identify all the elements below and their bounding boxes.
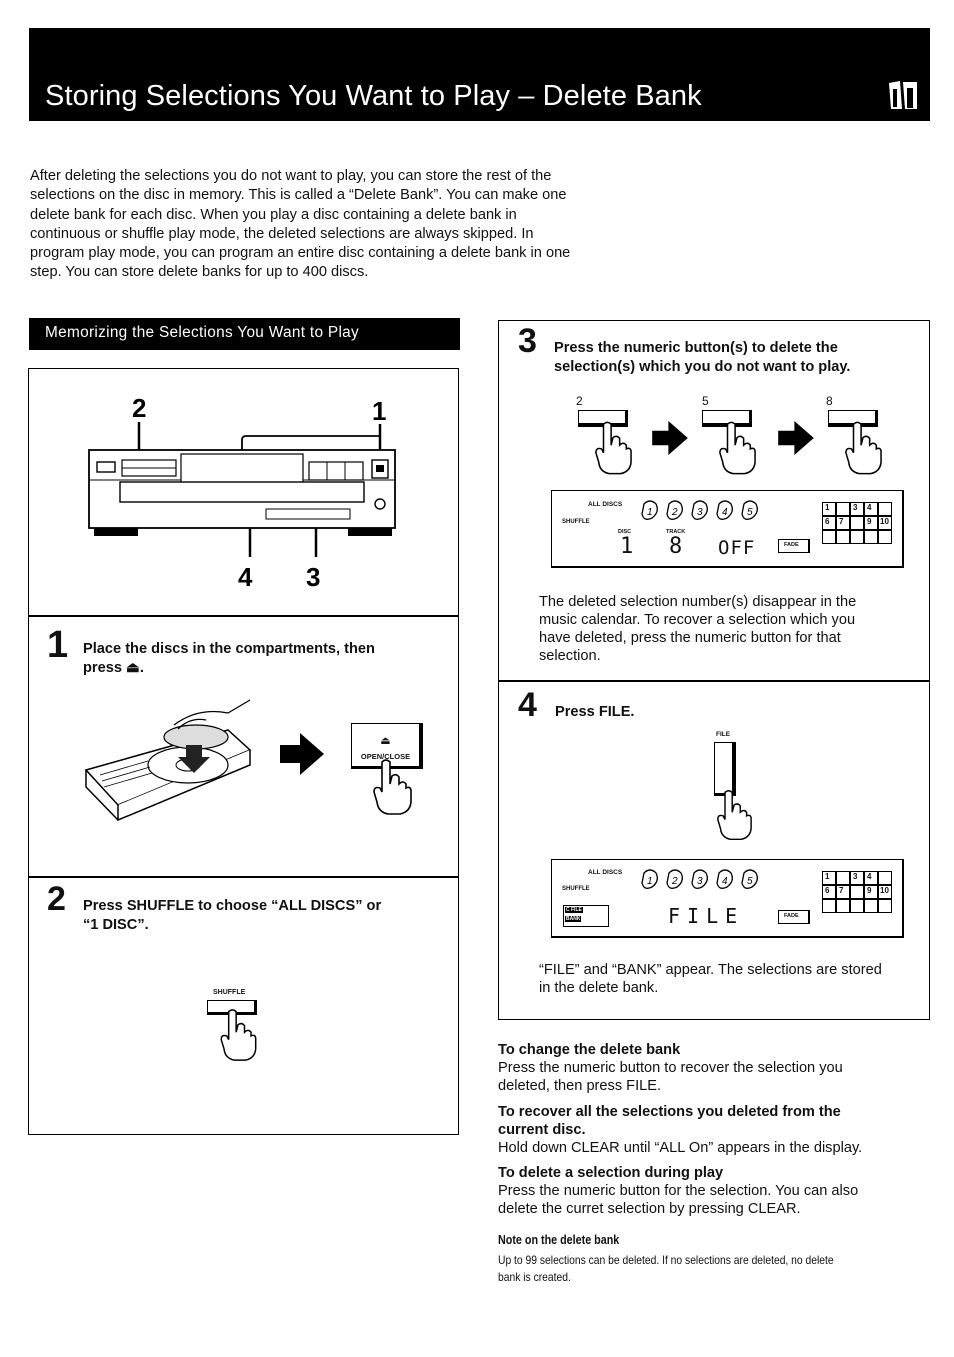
file-label: FILE: [716, 731, 731, 738]
calendar-cell: 9: [864, 516, 878, 530]
open-close-label: OPEN/CLOSE: [360, 752, 411, 761]
pointing-hand-icon: [372, 758, 412, 816]
all-discs-indicator: ALL DISCS: [588, 869, 623, 876]
calendar-cell: 10: [878, 885, 892, 899]
svg-text:2: 2: [672, 507, 678, 518]
pointing-hand-icon: [594, 418, 632, 478]
calendar-cell: [836, 899, 850, 913]
calendar-cell: [836, 871, 850, 885]
step-4-description: [539, 961, 924, 997]
calendar-cell: 4: [864, 871, 878, 885]
step-3-number: 3: [518, 322, 537, 360]
calendar-cell: 7: [836, 516, 850, 530]
file-tag: C FILE: [566, 907, 582, 913]
button-number-label: 2: [576, 394, 583, 408]
disc-icons: [638, 496, 768, 524]
note-line: Up to 99 selections can be deleted. If no selections are deleted, no delete: [498, 1253, 834, 1267]
calendar-cell: [822, 899, 836, 913]
calendar-cell: [878, 899, 892, 913]
calendar-cell: 7: [836, 885, 850, 899]
pointing-hand-icon: [844, 418, 882, 478]
bank-tag: BANK: [566, 916, 581, 922]
step-1-line2-text: press: [83, 660, 122, 676]
pointing-hand-icon: [718, 418, 756, 478]
track-number-readout: 8: [669, 534, 683, 559]
svg-text:2: 2: [672, 876, 678, 887]
calendar-cell: [836, 530, 850, 544]
tip-line: Hold down CLEAR until “ALL On” appears in the display.: [498, 1140, 863, 1156]
calendar-cell: [850, 530, 864, 544]
callout-2: 2: [132, 393, 147, 423]
divider: [499, 680, 929, 682]
tip-heading: current disc.: [498, 1122, 586, 1138]
fade-indicator: [778, 910, 810, 924]
right-arrow-icon: [280, 733, 324, 775]
intro-line: After deleting the selections you do not want to play, you can store the rest of the: [30, 168, 552, 184]
divider: [29, 876, 458, 878]
page-title: Storing Selections You Want to Play – Delete Bank: [45, 80, 702, 112]
pointing-hand-icon: [218, 1008, 258, 1062]
calendar-cell: 3: [850, 871, 864, 885]
calendar-cell: [878, 502, 892, 516]
right-arrow-icon: [778, 421, 814, 455]
music-calendar-grid: [822, 871, 894, 913]
disc-label: DISC: [618, 529, 632, 535]
intro-line: continuous or shuffle play mode, the deleted selections are always skipped. In: [30, 225, 534, 242]
svg-text:3: 3: [697, 876, 703, 887]
tip-line: deleted, then press FILE.: [498, 1078, 662, 1094]
display-panel: [551, 490, 904, 568]
calendar-cell: 6: [822, 516, 836, 530]
file-readout: FILE: [668, 904, 745, 928]
cd-player-diagram: [84, 392, 404, 592]
svg-text:5: 5: [747, 507, 753, 518]
callout-4: 4: [238, 562, 253, 592]
divider: [29, 615, 458, 617]
step-2-number: 2: [47, 880, 66, 918]
note-heading: Note on the delete bank: [498, 1233, 620, 1247]
status-readout: OFF: [718, 537, 756, 559]
section-title: Memorizing the Selections You Want to Play: [45, 324, 360, 341]
calendar-cell: 3: [850, 502, 864, 516]
calendar-cell: 4: [864, 502, 878, 516]
step-3-description: [539, 593, 919, 665]
svg-text:4: 4: [722, 507, 728, 518]
disc-icons: [638, 865, 768, 893]
calendar-cell: [864, 530, 878, 544]
svg-text:1: 1: [647, 507, 653, 518]
step-3-line: Press the numeric button(s) to delete the: [554, 340, 838, 356]
step-4-number: 4: [518, 686, 537, 724]
calendar-cell: [864, 899, 878, 913]
description-line: “FILE” and “BANK” appear. The selections are stored: [539, 962, 882, 978]
intro-line: program play mode, you can program an entire disc containing a delete bank in one: [30, 245, 571, 262]
step-2-line: Press SHUFFLE to choose “ALL DISCS” or: [83, 898, 382, 914]
step-1-line: Place the discs in the compartments, then: [83, 641, 375, 657]
music-calendar-grid: [822, 502, 894, 544]
tip-line: Press the numeric button for the selection. You can also: [498, 1183, 859, 1199]
svg-text:1: 1: [647, 876, 653, 887]
calendar-cell: [878, 530, 892, 544]
pointing-hand-icon: [716, 786, 752, 844]
description-line: selection.: [539, 648, 601, 664]
description-line: The deleted selection number(s) disappear in the: [539, 594, 857, 610]
note-line: bank is created.: [498, 1270, 571, 1284]
svg-text:4: 4: [722, 876, 728, 887]
eject-icon: ⏏: [380, 735, 391, 747]
tip-heading: To recover all the selections you deleted from the: [498, 1104, 841, 1120]
display-panel: [551, 859, 904, 938]
description-line: have deleted, press the numeric button for that: [539, 630, 841, 646]
bookmark-icon: [886, 79, 920, 111]
description-line: music calendar. To recover a selection which you: [539, 612, 856, 628]
intro-line: delete bank for each disc. When you play a disc containing a delete bank in: [30, 206, 517, 223]
step-1-line2: press ⏏.: [83, 660, 144, 676]
calendar-cell: 10: [878, 516, 892, 530]
music-calendar: [822, 502, 894, 558]
step-2-line: “1 DISC”.: [83, 917, 149, 933]
calendar-cell: [822, 530, 836, 544]
intro-paragraph: [30, 167, 630, 283]
file-bank-indicator: [563, 905, 609, 927]
fade-label: FADE: [784, 913, 799, 919]
step-2-instruction: [83, 897, 443, 935]
tips-section: [498, 1041, 928, 1218]
calendar-cell: [850, 899, 864, 913]
intro-line: selections on the disc in memory. This is called a “Delete Bank”. You can make one: [30, 187, 567, 204]
calendar-cell: [836, 502, 850, 516]
eject-icon: ⏏: [126, 660, 140, 676]
disc-loading-illustration: [78, 695, 256, 825]
shuffle-indicator: SHUFFLE: [562, 519, 590, 525]
fade-label: FADE: [784, 542, 799, 548]
right-arrow-icon: [652, 421, 688, 455]
calendar-cell: 1: [822, 871, 836, 885]
track-label: TRACK: [666, 529, 686, 535]
description-line: in the delete bank.: [539, 980, 659, 996]
step-4-instruction: Press FILE.: [555, 704, 635, 720]
svg-text:3: 3: [697, 507, 703, 518]
calendar-cell: 9: [864, 885, 878, 899]
music-calendar: [822, 871, 894, 927]
step-3-line: selection(s) which you do not want to play.: [554, 359, 851, 375]
tip-line: delete the curret selection by pressing CLEAR.: [498, 1201, 801, 1217]
shuffle-label: SHUFFLE: [213, 989, 246, 996]
numeric-button-2-group: [576, 394, 636, 484]
step-1-number: 1: [47, 624, 69, 666]
intro-line: step. You can store delete banks for up to 400 discs.: [30, 264, 369, 281]
calendar-cell: [850, 885, 864, 899]
calendar-cell: 6: [822, 885, 836, 899]
callout-3: 3: [306, 562, 321, 592]
all-discs-indicator: ALL DISCS: [588, 501, 623, 508]
numeric-button-5-group: [700, 394, 760, 484]
button-number-label: 8: [826, 394, 833, 408]
fade-indicator: [778, 539, 810, 553]
svg-text:5: 5: [747, 876, 753, 887]
disc-number-readout: 1: [620, 534, 634, 559]
calendar-cell: [850, 516, 864, 530]
tip-heading: To delete a selection during play: [498, 1165, 724, 1181]
step-3-instruction: [554, 339, 914, 377]
tip-heading: To change the delete bank: [498, 1042, 681, 1058]
tip-line: Press the numeric button to recover the selection you: [498, 1060, 843, 1076]
numeric-button-8-group: [826, 394, 886, 484]
calendar-cell: 1: [822, 502, 836, 516]
step-1-instruction: [83, 640, 443, 678]
button-number-label: 5: [702, 394, 709, 408]
shuffle-indicator: SHUFFLE: [562, 886, 590, 892]
calendar-cell: [878, 871, 892, 885]
callout-1: 1: [372, 396, 387, 426]
